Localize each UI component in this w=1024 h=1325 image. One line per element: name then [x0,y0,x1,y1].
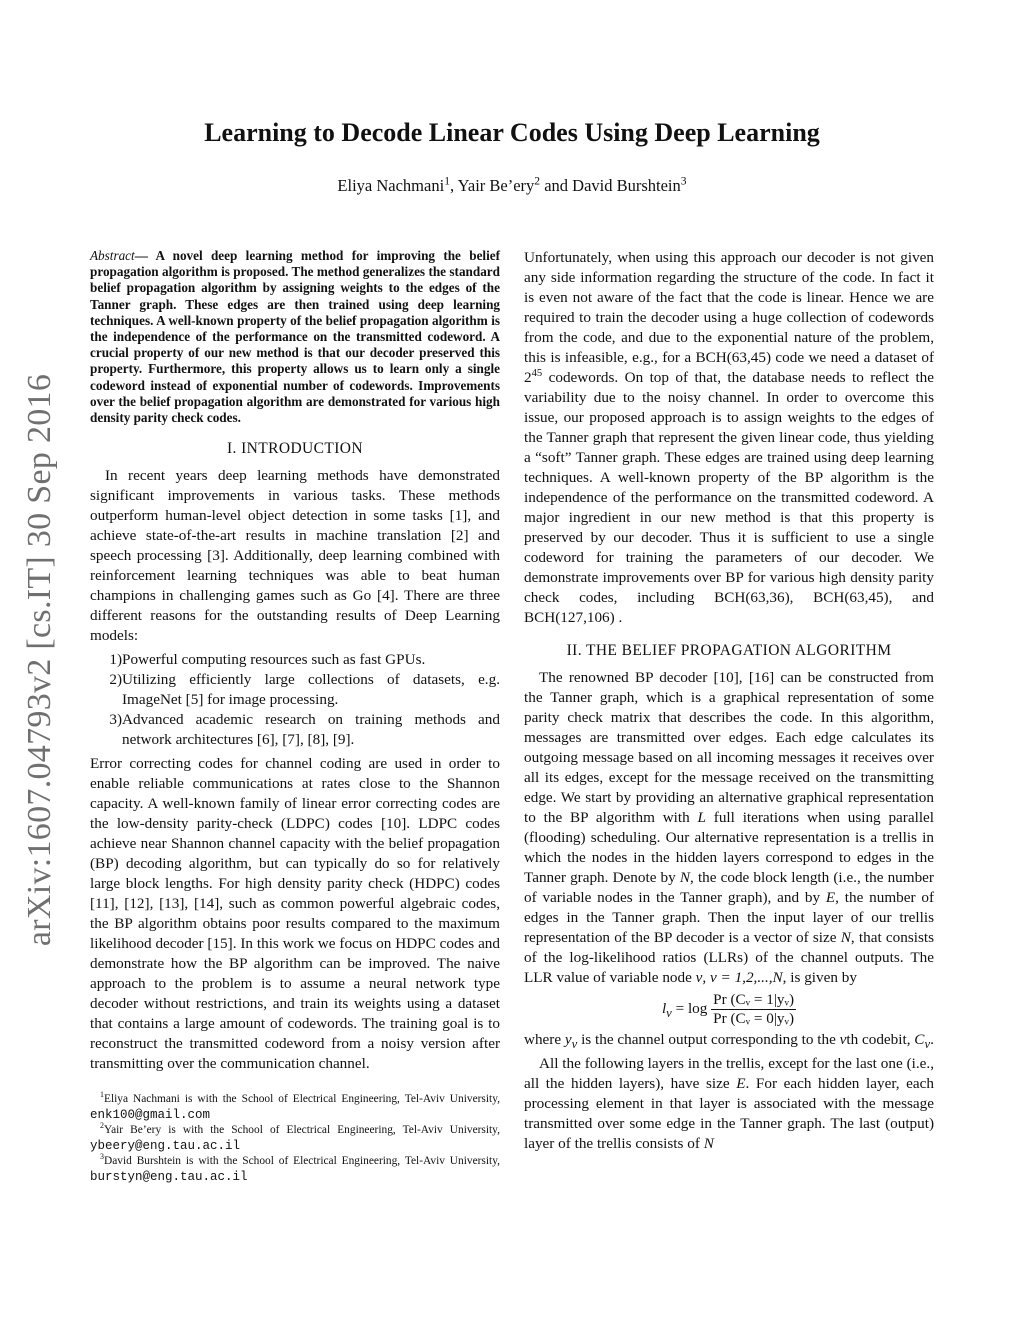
text-run: , is given by [782,969,857,986]
math-symbol: l [661,999,667,1017]
intro-paragraph: In recent years deep learning methods have demonstrated significant improvements in various tasks. These methods outperform human-level object detection in some tasks [1], and achieve state-of-the-art results in machine translation [2] and speech processing [3]. Additionally, deep learning combined with reinforcement learning techniques was able to beat human champions in challenging games such as Go [4]. There are three different reasons for the outstanding results of Deep Learning models: [90,467,500,645]
text-run: . For each hidden layer, each processing element in that layer is associated with the message transmitted over some edge in the Tanner graph. The last (output) layer of the trellis consists of [524,1075,934,1153]
footnote-text: David Burshtein is with the School of Electrical Engineering, Tel-Aviv University, [103,1155,500,1168]
list-item [90,710,500,750]
math-symbol: N [840,929,851,946]
section-heading-introduction: I. INTRODUCTION [226,440,363,458]
math-symbol: N [703,1135,714,1153]
math-symbol: C [914,1031,925,1048]
footnote [90,1092,500,1123]
math-subscript: v [666,1006,672,1021]
author-separator: , [449,176,458,195]
abstract [90,248,500,426]
footnote-email: enk100@gmail.com [90,1107,211,1122]
list-text: Utilizing efficiently large collections of datasets, e.g. ImageNet [5] for image processing. [122,671,500,709]
author-name: Eliya Nachmani [337,176,445,195]
fraction-numerator: Pr (Cᵥ = 1|yᵥ) [713,991,795,1008]
left-column [90,248,500,1185]
math-symbol: E [736,1075,746,1093]
list-item [90,670,500,710]
body-paragraph [524,668,934,988]
paper-title: Learning to Decode Linear Codes Using Deep Learning [204,118,820,147]
reasons-list [90,650,500,750]
author-affiliation-marker: 2 [534,175,541,188]
text-run: . [930,1031,934,1048]
list-number: 1) [109,651,122,669]
author-name: David Burshtein [572,176,681,195]
fraction-denominator: Pr (Cᵥ = 0|yᵥ) [713,1010,795,1027]
llr-equation [524,991,934,1028]
text-run: Unfortunately, when using this approach our decoder is not given any side information regarding the structure of the code. In fact it is even not aware of the fact that the code is linear. Hence we are required to train the decoder using a huge collection of codewords from the code, and due to the exponential nature of the problem, this is infeasible, e.g., for a BCH(63,45) code we need a dataset of 2 [524,249,934,386]
footnotes [90,1092,500,1185]
footnote-marker: 2 [100,1121,104,1131]
body-paragraph [524,1054,934,1154]
footnote [90,1154,500,1185]
footnote [90,1123,500,1154]
text-run: is the channel output corresponding to the [577,1031,840,1048]
text-run: th codebit, [846,1031,915,1048]
abstract-label: Abstract [90,248,135,263]
footnote-marker: 1 [100,1090,104,1100]
math-symbol: L [697,809,706,826]
text-run: , that consists of the log-likelihood ratios (LLRs) of the channel outputs. The LLR value of variable node [524,929,934,986]
text-run: , the number of edges in the Tanner graph. Then the input layer of our trellis representation of the BP decoder is a vector of size [524,889,935,946]
math-operator: = log [671,999,712,1017]
author-separator: and [540,176,573,195]
footnote-marker: 3 [100,1152,104,1162]
author-list [0,176,1024,196]
author-name: Yair Be’ery [457,176,535,195]
list-number: 3) [109,711,122,729]
text-run: The renowned BP decoder [10], [16] can be constructed from the Tanner graph, which is a graphical representation of some parity check matrix that describes the code. In this algorithm, messages are transmitted over edges. Each edge calculates its outgoing message based on all incoming messages it receives over all its edges, except for the message received on the transmitting edge. We start by providing an alternative graphical representation to the BP algorithm with [524,669,934,826]
text-run: All the following layers in the trellis, except for the last one (i.e., all the hidden layers), have size [524,1055,934,1093]
math-symbol: v [695,969,703,986]
math-symbol: N [679,869,691,886]
section-heading-belief-propagation: II. THE BELIEF PROPAGATION ALGORITHM [566,642,892,659]
author-affiliation-marker: 1 [444,175,450,188]
body-paragraph [524,1030,934,1054]
intro-paragraph: Error correcting codes for channel coding are used in order to enable reliable communications at rates close to the Shannon capacity. A well-known family of linear error correcting codes are the low-density parity-check (LDPC) codes [10]. LDPC codes achieve near Shannon channel capacity with the belief propagation (BP) decoding algorithm, but can typically do so for relatively large block lengths. For high density parity check (HDPC) codes [11], [12], [13], [14], such as common powerful algebraic codes, the BP algorithm obtains poor results compared to the maximum likelihood decoder [15]. In this work we focus on HDPC codes and demonstrate how the BP algorithm can be improved. The naive approach to the problem is to assume a neural network type decoder without restrictions, and train its weights using a dataset that contains a large amount of codewords. The training goal is to reconstruct the transmitted codeword from a noisy version after transmitting over the communication channel. [90,755,500,1073]
list-number: 2) [109,671,122,689]
math-symbol: y [564,1031,572,1048]
list-text: Advanced academic research on training methods and network architectures [6], [7], [8], [9]. [122,711,500,749]
exponent: 45 [531,367,543,379]
author-affiliation-marker: 3 [680,175,687,188]
body-paragraph [524,248,934,628]
math-symbol: E [825,889,836,906]
footnote-email: burstyn@eng.tau.ac.il [90,1169,248,1184]
math-symbol: v [839,1031,847,1048]
text-run: where [524,1031,565,1048]
text-run: , the code block length (i.e., the number of variable nodes in the Tanner graph), and by [524,869,934,906]
math-subscript: v [924,1037,931,1052]
footnote-text: Yair Be’ery is with the School of Electrical Engineering, Tel-Aviv University, [103,1124,500,1137]
right-column [524,248,934,1154]
arxiv-identifier: arXiv:1607.04793v2 [cs.IT] 30 Sep 2016 [21,373,58,947]
math-expression: v = 1,2,...,N [709,969,783,986]
abstract-text: — A novel deep learning method for improving the belief propagation algorithm is proposed. The method generalizes the standard belief propagation algorithm by assigning weights to the edges of the Tanner graph. These edges are then trained using deep learning techniques. A well-known property of the belief propagation algorithm is the independence of the performance on the transmitted codeword. A crucial property of our new method is that our decoder preserved this property. Furthermore, this property allows us to learn only a single codeword instead of exponential number of codewords. Improvements over the belief propagation algorithm are demonstrated for various high density parity check codes. [90,248,500,426]
list-text: Powerful computing resources such as fast GPUs. [122,651,426,669]
footnote-email: ybeery@eng.tau.ac.il [90,1138,241,1153]
fraction [711,991,796,1028]
math-subscript: v [571,1037,578,1052]
arxiv-stamp [10,370,70,950]
footnote-text: Eliya Nachmani is with the School of Electrical Engineering, Tel-Aviv University, [103,1093,500,1106]
text-run: codewords. On top of that, the database needs to reflect the variability due to the noisy channel. In order to overcome this issue, our proposed approach is to assign weights to the edges of the Tanner graph that represent the given linear code, thus yielding a “soft” Tanner graph. These edges are trained using deep learning techniques. A well-known property of the BP algorithm is the independence of the performance on the transmitted codeword. A major ingredient in our new method is that this property is preserved by our decoder. Thus it is sufficient to use a single codeword for training the parameters of our decoder. We demonstrate improvements over BP for various high density parity check codes, including BCH(63,36), BCH(63,45), and BCH(127,106) . [524,369,934,626]
text-run: , [702,969,710,986]
list-item [90,650,500,670]
text-run: full iterations when using parallel (flooding) scheduling. Our alternative representation is a trellis in which the nodes in the hidden layers correspond to edges in the Tanner graph. Denote by [524,809,934,886]
